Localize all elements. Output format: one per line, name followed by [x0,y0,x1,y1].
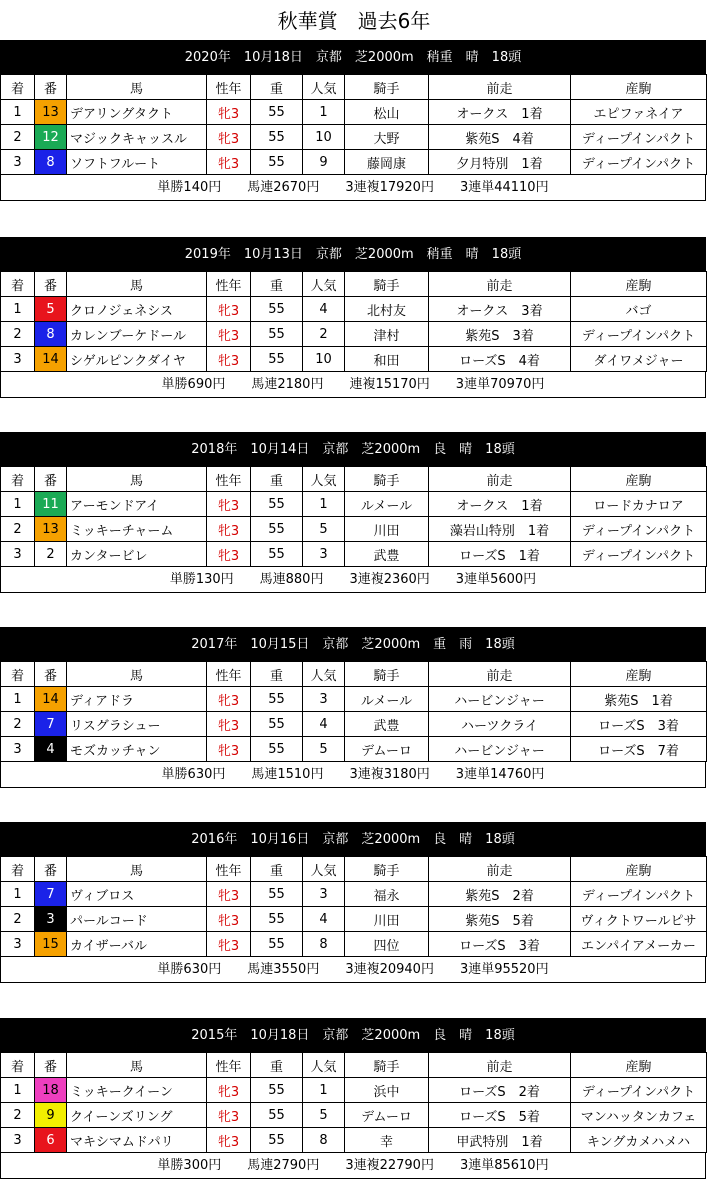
cell-pop: 10 [303,125,345,150]
payout-row: 単勝130円 馬連880円 3連複2360円 3連単5600円 [0,567,706,593]
col-sire: 産駒 [571,75,707,100]
cell-pop: 5 [303,737,345,762]
table-row [1,542,707,567]
gate-number: 18 [35,1078,67,1103]
col-previous-race: 前走 [429,857,571,882]
horse-name: リスグラシュー [67,712,207,737]
table-row [1,150,707,175]
cell-sire: ディープインパクト [571,322,707,347]
col-weight: 重 [251,662,303,687]
cell-sire: キングカメハメハ [571,1128,707,1153]
race-block [0,432,706,593]
column-header-row [1,1053,707,1078]
col-jockey: 騎手 [345,662,429,687]
cell-rank: 2 [1,125,35,150]
cell-prev: 紫苑S 3着 [429,322,571,347]
cell-jockey: 和田 [345,347,429,372]
col-horse: 馬 [67,272,207,297]
col-jockey: 騎手 [345,75,429,100]
col-sire: 産駒 [571,272,707,297]
cell-pop: 3 [303,542,345,567]
gate-number: 6 [35,1128,67,1153]
col-sire: 産駒 [571,662,707,687]
cell-rank: 1 [1,882,35,907]
col-number: 番 [35,662,67,687]
gate-number: 14 [35,347,67,372]
cell-jockey: 川田 [345,907,429,932]
col-number: 番 [35,75,67,100]
cell-prev: 紫苑S 2着 [429,882,571,907]
gate-number: 3 [35,907,67,932]
table-row [1,687,707,712]
cell-wt: 55 [251,737,303,762]
col-weight: 重 [251,857,303,882]
sex-age: 牝3 [207,1128,251,1153]
race-block [0,237,706,398]
cell-rank: 1 [1,297,35,322]
cell-prev: ローズS 5着 [429,1103,571,1128]
col-number: 番 [35,857,67,882]
horse-name: ミッキークイーン [67,1078,207,1103]
cell-sire: ディープインパクト [571,125,707,150]
sex-age: 牝3 [207,1078,251,1103]
col-jockey: 騎手 [345,857,429,882]
table-row [1,907,707,932]
horse-name: ソフトフルート [67,150,207,175]
col-weight: 重 [251,467,303,492]
sex-age: 牝3 [207,737,251,762]
horse-name: パールコード [67,907,207,932]
cell-sire: ローズS 3着 [571,712,707,737]
col-weight: 重 [251,272,303,297]
cell-rank: 1 [1,492,35,517]
cell-pop: 8 [303,932,345,957]
sex-age: 牝3 [207,492,251,517]
race-block [0,822,706,983]
table-row [1,322,707,347]
cell-jockey: ルメール [345,687,429,712]
cell-sire: バゴ [571,297,707,322]
cell-sire: ディープインパクト [571,1078,707,1103]
cell-prev: ハービンジャー [429,687,571,712]
col-previous-race: 前走 [429,272,571,297]
cell-sire: ディープインパクト [571,517,707,542]
col-jockey: 騎手 [345,467,429,492]
column-header-row [1,857,707,882]
cell-jockey: デムーロ [345,1103,429,1128]
cell-rank: 2 [1,517,35,542]
gate-number: 13 [35,100,67,125]
sex-age: 牝3 [207,882,251,907]
results-table [0,1052,707,1153]
horse-name: クイーンズリング [67,1103,207,1128]
cell-rank: 3 [1,1128,35,1153]
cell-rank: 2 [1,322,35,347]
race-header: 2015年 10月18日 京都 芝2000m 良 晴 18頭 [0,1018,706,1052]
col-sire: 産駒 [571,857,707,882]
col-sex-age: 性年 [207,272,251,297]
col-previous-race: 前走 [429,1053,571,1078]
cell-pop: 8 [303,1128,345,1153]
cell-pop: 1 [303,100,345,125]
table-row [1,1128,707,1153]
horse-name: カイザーバル [67,932,207,957]
cell-wt: 55 [251,297,303,322]
horse-name: デアリングタクト [67,100,207,125]
table-row [1,737,707,762]
payout-row: 単勝140円 馬連2670円 3連複17920円 3連単44110円 [0,175,706,201]
sex-age: 牝3 [207,100,251,125]
table-row [1,347,707,372]
table-row [1,297,707,322]
table-row [1,100,707,125]
cell-prev: オークス 3着 [429,297,571,322]
race-header: 2016年 10月16日 京都 芝2000m 良 晴 18頭 [0,822,706,856]
gate-number: 14 [35,687,67,712]
cell-pop: 3 [303,882,345,907]
cell-sire: ディープインパクト [571,882,707,907]
table-row [1,125,707,150]
column-header-row [1,75,707,100]
col-sire: 産駒 [571,1053,707,1078]
col-sex-age: 性年 [207,75,251,100]
horse-name: シゲルピンクダイヤ [67,347,207,372]
table-row [1,1103,707,1128]
horse-name: モズカッチャン [67,737,207,762]
gate-number: 4 [35,737,67,762]
cell-rank: 2 [1,1103,35,1128]
gate-number: 15 [35,932,67,957]
cell-prev: オークス 1着 [429,100,571,125]
col-previous-race: 前走 [429,662,571,687]
sex-age: 牝3 [207,125,251,150]
race-header: 2020年 10月18日 京都 芝2000m 稍重 晴 18頭 [0,40,706,74]
cell-rank: 3 [1,347,35,372]
sex-age: 牝3 [207,347,251,372]
col-sire: 産駒 [571,467,707,492]
horse-name: マキシマムドパリ [67,1128,207,1153]
cell-wt: 55 [251,517,303,542]
cell-jockey: 大野 [345,125,429,150]
cell-wt: 55 [251,907,303,932]
cell-sire: エピファネイア [571,100,707,125]
cell-prev: ローズS 2着 [429,1078,571,1103]
table-row [1,517,707,542]
cell-sire: マンハッタンカフェ [571,1103,707,1128]
race-block [0,40,706,201]
cell-jockey: 松山 [345,100,429,125]
col-horse: 馬 [67,1053,207,1078]
col-horse: 馬 [67,662,207,687]
cell-jockey: 浜中 [345,1078,429,1103]
cell-jockey: 北村友 [345,297,429,322]
col-number: 番 [35,272,67,297]
cell-jockey: 川田 [345,517,429,542]
col-rank: 着 [1,75,35,100]
gate-number: 13 [35,517,67,542]
cell-rank: 3 [1,150,35,175]
col-horse: 馬 [67,467,207,492]
col-rank: 着 [1,857,35,882]
sex-age: 牝3 [207,687,251,712]
sex-age: 牝3 [207,150,251,175]
results-table [0,466,707,567]
cell-wt: 55 [251,1078,303,1103]
cell-wt: 55 [251,932,303,957]
column-header-row [1,272,707,297]
cell-jockey: 津村 [345,322,429,347]
cell-pop: 5 [303,517,345,542]
cell-prev: 紫苑S 5着 [429,907,571,932]
cell-wt: 55 [251,1103,303,1128]
cell-jockey: 四位 [345,932,429,957]
horse-name: カンタービレ [67,542,207,567]
sex-age: 牝3 [207,907,251,932]
cell-sire: ダイワメジャー [571,347,707,372]
cell-prev: 甲武特別 1着 [429,1128,571,1153]
cell-sire: 紫苑S 1着 [571,687,707,712]
gate-number: 8 [35,150,67,175]
cell-prev: ローズS 3着 [429,932,571,957]
table-row [1,712,707,737]
cell-prev: ハーツクライ [429,712,571,737]
col-sex-age: 性年 [207,662,251,687]
sex-age: 牝3 [207,322,251,347]
column-header-row [1,662,707,687]
cell-pop: 4 [303,712,345,737]
column-header-row [1,467,707,492]
cell-prev: 夕月特別 1着 [429,150,571,175]
cell-sire: ヴィクトワールピサ [571,907,707,932]
horse-name: ミッキーチャーム [67,517,207,542]
col-weight: 重 [251,75,303,100]
cell-prev: 紫苑S 4着 [429,125,571,150]
col-jockey: 騎手 [345,272,429,297]
cell-sire: エンパイアメーカー [571,932,707,957]
cell-wt: 55 [251,712,303,737]
sex-age: 牝3 [207,542,251,567]
gate-number: 9 [35,1103,67,1128]
gate-number: 7 [35,882,67,907]
horse-name: ヴィブロス [67,882,207,907]
table-row [1,932,707,957]
cell-wt: 55 [251,492,303,517]
cell-wt: 55 [251,150,303,175]
col-previous-race: 前走 [429,75,571,100]
cell-prev: ローズS 4着 [429,347,571,372]
col-popularity: 人気 [303,272,345,297]
cell-pop: 9 [303,150,345,175]
col-sex-age: 性年 [207,467,251,492]
cell-prev: オークス 1着 [429,492,571,517]
results-table [0,661,707,762]
page-title: 秋華賞 過去6年 [277,9,431,33]
sex-age: 牝3 [207,1103,251,1128]
gate-number: 8 [35,322,67,347]
cell-jockey: 藤岡康 [345,150,429,175]
cell-wt: 55 [251,1128,303,1153]
sex-age: 牝3 [207,932,251,957]
cell-wt: 55 [251,347,303,372]
gate-number: 11 [35,492,67,517]
cell-jockey: デムーロ [345,737,429,762]
cell-prev: 藻岩山特別 1着 [429,517,571,542]
race-header: 2018年 10月14日 京都 芝2000m 良 晴 18頭 [0,432,706,466]
cell-sire: ディープインパクト [571,542,707,567]
payout-row: 単勝630円 馬連3550円 3連複20940円 3連単95520円 [0,957,706,983]
cell-rank: 3 [1,737,35,762]
gate-number: 12 [35,125,67,150]
cell-pop: 2 [303,322,345,347]
col-rank: 着 [1,662,35,687]
race-header: 2017年 10月15日 京都 芝2000m 重 雨 18頭 [0,627,706,661]
results-table [0,74,707,175]
col-sex-age: 性年 [207,1053,251,1078]
cell-rank: 1 [1,1078,35,1103]
sex-age: 牝3 [207,517,251,542]
cell-pop: 4 [303,297,345,322]
col-number: 番 [35,467,67,492]
cell-jockey: ルメール [345,492,429,517]
horse-name: クロノジェネシス [67,297,207,322]
payout-row: 単勝630円 馬連1510円 3連複3180円 3連単14760円 [0,762,706,788]
cell-pop: 5 [303,1103,345,1128]
cell-rank: 2 [1,907,35,932]
cell-pop: 1 [303,1078,345,1103]
cell-wt: 55 [251,882,303,907]
cell-sire: ディープインパクト [571,150,707,175]
col-previous-race: 前走 [429,467,571,492]
col-popularity: 人気 [303,662,345,687]
cell-rank: 1 [1,100,35,125]
gate-number: 7 [35,712,67,737]
results-table [0,271,707,372]
horse-name: マジックキャッスル [67,125,207,150]
col-horse: 馬 [67,75,207,100]
col-rank: 着 [1,272,35,297]
results-table [0,856,707,957]
cell-rank: 3 [1,542,35,567]
sex-age: 牝3 [207,297,251,322]
cell-sire: ロードカナロア [571,492,707,517]
cell-rank: 2 [1,712,35,737]
cell-wt: 55 [251,100,303,125]
col-popularity: 人気 [303,1053,345,1078]
cell-jockey: 武豊 [345,712,429,737]
table-row [1,882,707,907]
col-popularity: 人気 [303,857,345,882]
cell-rank: 3 [1,932,35,957]
col-popularity: 人気 [303,75,345,100]
cell-pop: 10 [303,347,345,372]
cell-prev: ハービンジャー [429,737,571,762]
cell-jockey: 武豊 [345,542,429,567]
race-header: 2019年 10月13日 京都 芝2000m 稍重 晴 18頭 [0,237,706,271]
cell-wt: 55 [251,542,303,567]
cell-pop: 1 [303,492,345,517]
horse-name: ディアドラ [67,687,207,712]
col-sex-age: 性年 [207,857,251,882]
col-rank: 着 [1,1053,35,1078]
gate-number: 5 [35,297,67,322]
cell-wt: 55 [251,322,303,347]
horse-name: アーモンドアイ [67,492,207,517]
race-block [0,627,706,788]
col-rank: 着 [1,467,35,492]
table-row [1,492,707,517]
cell-jockey: 幸 [345,1128,429,1153]
cell-wt: 55 [251,687,303,712]
col-jockey: 騎手 [345,1053,429,1078]
cell-jockey: 福永 [345,882,429,907]
cell-sire: ローズS 7着 [571,737,707,762]
cell-prev: ローズS 1着 [429,542,571,567]
race-block [0,1018,706,1179]
table-row [1,1078,707,1103]
col-popularity: 人気 [303,467,345,492]
cell-pop: 4 [303,907,345,932]
col-number: 番 [35,1053,67,1078]
col-weight: 重 [251,1053,303,1078]
cell-pop: 3 [303,687,345,712]
payout-row: 単勝690円 馬連2180円 連複15170円 3連単70970円 [0,372,706,398]
cell-rank: 1 [1,687,35,712]
payout-row: 単勝300円 馬連2790円 3連複22790円 3連単85610円 [0,1153,706,1179]
col-horse: 馬 [67,857,207,882]
horse-name: カレンブーケドール [67,322,207,347]
cell-wt: 55 [251,125,303,150]
sex-age: 牝3 [207,712,251,737]
gate-number: 2 [35,542,67,567]
